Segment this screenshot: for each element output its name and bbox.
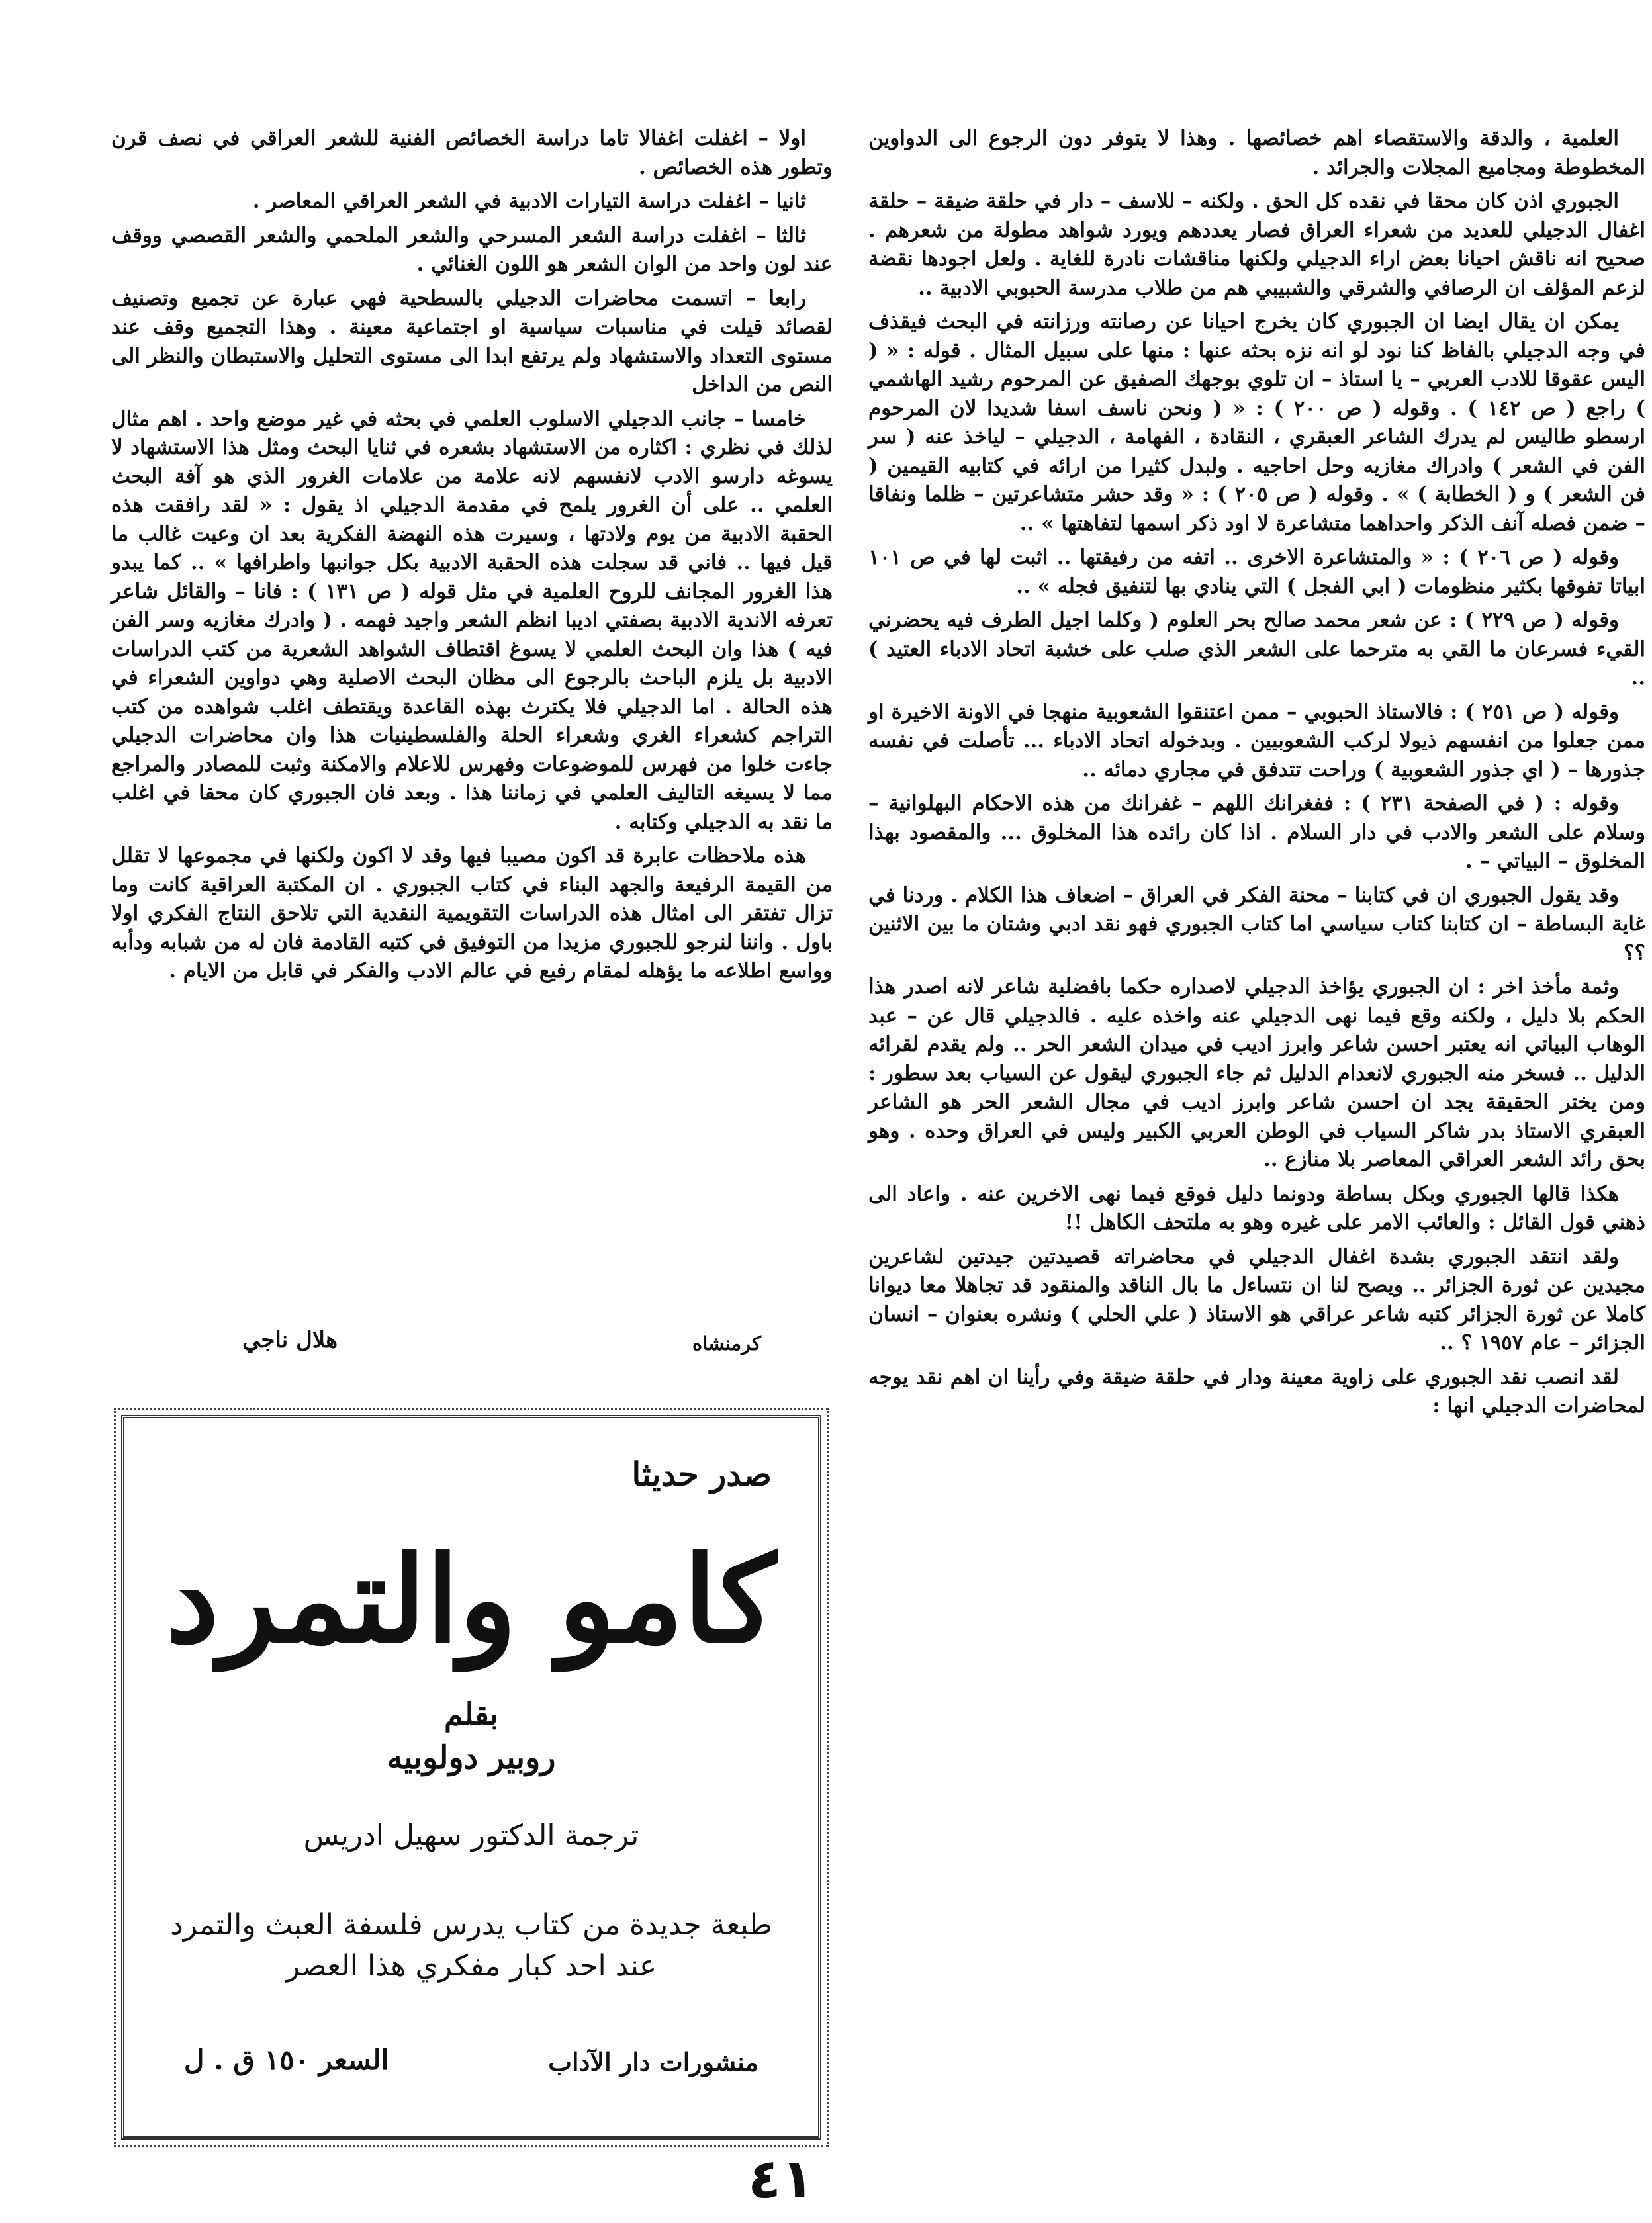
book-advertisement [121,1415,821,2140]
ad-book-author: روبير دولوبيه [387,1739,556,1776]
ad-publisher: منشورات دار الآداب [548,2047,758,2077]
page-number: ٤١ [747,2148,815,2210]
article-paragraph: وقد يقول الجبوري ان في كتابنا – محنة الفكر في العراق – اضعاف هذا الكلام . وردنا في غاية البساطة – ان كتابنا كتاب سياسي اما كتاب الجبوري فهو نقد ادبي وشتان ما بين الاثنين ؟؟ [868,883,1645,965]
article-paragraph: رابعا – اتسمت محاضرات الدجيلي بالسطحية فهي عبارة عن تجميع وتصنيف لقصائد قيلت في مناسبات سياسية او اجتماعية معينة . وهذا التجميع وقف عند مستوى التعداد والاستشهاد ولم يرتفع ابدا الى مستوى التحليل والاستبطان والنظر الى النص من الداخل [111,286,833,396]
article-paragraph: وثمة مأخذ اخر : ان الجبوري يؤاخذ الدجيلي لاصداره حكما بافضلية شاعر لانه اصدر هذا الحكم بلا دليل ، ولكنه وقع فيما نهى الدجيلي عنه واخذه عليه . فالدجيلي قال عن – عبد الوهاب البياتي انه يعتبر احسن شاعر وابرز اديب في ميدان الشعر الحر .. ولم يقدم لقرائه الدليل .. فسخر منه الجبوري لانعدام الدليل ثم جاء الجبوري ليقول عن السياب بعد سطور : ومن يختر الحقيقة يجد ان احسن شاعر وابرز اديب في مجال الشعر الحر هو الشاعر العبقري الاستاذ بدر شاكر السياب في الوطن العربي الكبير وليس في العراق وحده . وهو بحق رائد الشعر العراقي المعاصر بلا منازع .. [868,975,1645,1171]
right-article-column [868,124,1645,1426]
article-paragraph: وقوله ( ص ٢٥١ ) : فالاستاذ الحبوبي – ممن اعتنقوا الشعوبية منهجا في الاونة الاخيرة او ممن جعلوا من انفسهم ذيولا لركب الشعوبيين . وبدخوله اتحاد الادباء ... تأصلت في نفسه جذورها – ( اي جذور الشعوبية ) وراحت تتدفق في مجاري دمائه .. [868,700,1645,782]
article-signature [113,1327,841,1367]
author-city: كرمنشاه [692,1332,761,1355]
left-article-column [111,124,833,991]
article-paragraph: هكذا قالها الجبوري وبكل بساطة ودونما دليل فوقع فيما نهى الاخرين عنه . واعاد الى ذهني قول القائل : والعائب الامر على غيره وهو به ملتحف الكاهل !! [868,1181,1645,1234]
article-paragraph: العلمية ، والدقة والاستقصاء اهم خصائصها . وهذا لا يتوفر دون الرجوع الى الدواوين المخطوطة ومجاميع المجلات والجرائد . [868,126,1645,179]
article-paragraph: يمكن ان يقال ايضا ان الجبوري كان يخرج احيانا عن رصانته ورزانته في البحث فيقذف في وجه الدجيلي بالفاظ كنا نود لو انه نزه بحثه عنها : منها على سبيل المثال . قوله : « ( اليس عقوقا للادب العربي – يا استاذ – ان تلوي بوجهك الصفيق عن المرحوم رشيد الهاشمي ) راجع ( ص ١٤٢ ) . وقوله ( ص ٢٠٠ ) : « ( ونحن ناسف اسفا شديدا لان المرحوم ارسطو طاليس لم يدرك الشاعر العبقري ، النقادة ، الفهامة ، الدجيلي – لياخذ عنه ( سر الفن في الشعر ) وادراك مغازيه وحل احاجيه . ولبدل كثيرا من ارائه في كتابيه القيمين ( فن الشعر ) و ( الخطابة ) » . وقوله ( ص ٢٠٥ ) : « وقد حشر متشاعرتين – ظلما ونفاقا – ضمن فصله آنف الذكر واحداهما متشاعرة لا اود ذكر اسمها لتفاهتها » .. [868,310,1646,535]
article-paragraph: وقوله : ( في الصفحة ٢٣١ ) : ففغرانك اللهم – غفرانك من هذه الاحكام البهلوانية – وسلام على الشعر والادب في دار السلام . اذا كان رائده هذا المخلوق ... والمقصود بهذا المخلوق – البياتي – . [868,792,1645,873]
ad-book-title: كامو والتمرد [165,1530,777,1670]
ad-by-label: بقلم [444,1696,498,1732]
article-paragraph: الجبوري اذن كان محقا في نقده كل الحق . ولكنه – للاسف – دار في حلقة ضيقة – حلقة اغفال الدجيلي للعديد من شعراء العراق فصار يعددهم ويورد شواهد مطولة من شعرهم . صحيح انه ناقش احيانا بعض اراء الدجيلي ولكنها مناقشات نادرة للغاية . ولعل اجودها نقضة لزعم المؤلف ان الرصافي والشرقي والشبيبي هم من طلاب مدرسة الحبوبي الادبية .. [868,189,1645,300]
article-paragraph: وقوله ( ص ٢٢٩ ) : عن شعر محمد صالح بحر العلوم ( وكلما اجيل الطرف فيه يحضرني القيء فسرعان ما القي به مترحما على الشعر الذي صلب على خشبة اتحاد الادباء العتيد ) .. [868,608,1645,690]
ad-description: طبعة جديدة من كتاب يدرس فلسفة العبث والتمرد عند احد كبار مفكري هذا العصر [170,1908,772,1983]
article-paragraph: لقد انصب نقد الجبوري على زاوية معينة ودار في حلقة ضيقة وفي رأينا ان اهم نقد يوجه لمحاضرات الدجيلي انها : [868,1365,1645,1418]
ad-translator: ترجمة الدكتور سهيل ادريس [303,1819,639,1852]
article-paragraph: وقوله ( ص ٢٠٦ ) : « والمتشاعرة الاخرى .. اتفه من رفيقتها .. اثبت لها في ص ١٠١ ابياتا تفوقها بكثير منظومات ( ابي الفجل ) التي ينادي بها لتنفيق فجله » .. [868,545,1645,598]
ad-released-label: صدر حديثا [631,1455,772,1494]
article-paragraph: خامسا – جانب الدجيلي الاسلوب العلمي في بحثه في غير موضع واحد . اهم مثال لذلك في نظري : اكثاره من الاستشهاد بشعره في ثنايا البحث ومثل هذا الاستشهاد لا يسوغه دارسو الادب لانفسهم لانه علامة من علامات الغرور الذي هو آفة البحث العلمي .. على أن الغرور يلمح في مقدمة الدجيلي اذ يقول : « لقد رافقت هذه الحقبة الادبية من يوم ولادتها ، وسيرت هذه النهضة الفكرية بعد ان وعيت غالب ما قيل فيها .. فاني قد سجلت هذه الحقبة الادبية بكل جوانبها واطرافها » .. كما يبدو هذا الغرور المجانف للروح العلمية في مثل قوله ( ص ١٣١ ) : فانا – والقائل شاعر تعرفه الاندية الادبية بصفتي اديبا انظم الشعر واجيد فهمه . ( وادرك مغازيه وسر الفن فيه ) هذا وان البحث العلمي لا يسوغ اقتطاف الشواهد الشعرية من كتب الدراسات الادبية بل يلزم الباحث بالرجوع الى مظان البحث الاصلية وهي دواوين الشعراء في هذه الحالة . اما الدجيلي فلا يكترث بهذه القاعدة ويقتطف اغلب شواهده من كتب التراجم كشعراء الغري وشعراء الحلة والفلسطينيات هذا وان محاضرات الدجيلي جاءت خلوا من فهرس للموضوعات وفهرس للاعلام والامكنة وثبت للمصادر والمراجع مما لا يسيغه التاليف العلمي في زماننا هذا . وبعد فان الجبوري كان محقا في اغلب ما نقد به الدجيلي وكتابه . [111,406,833,834]
ad-price: السعر ١٥٠ ق . ل [184,2044,389,2076]
article-paragraph: ولقد انتقد الجبوري بشدة اغفال الدجيلي في محاضراته قصيدتين جيدتين لشاعرين مجيدين عن ثورة الجزائر .. ويصح لنا ان نتساءل ما بال الناقد والمنقود قد تجاهلا معا ديوانا كاملا عن ثورة الجزائر كتبه شاعر عراقي هو الاستاذ ( علي الحلي ) ونشره بعنوان – انسان الجزائر – عام ١٩٥٧ ؟ .. [868,1244,1645,1355]
author-name: هلال ناجي [242,1327,338,1353]
article-paragraph: ثانيا – اغفلت دراسة التيارات الادبية في الشعر العراقي المعاصر . [252,189,806,213]
article-paragraph: ثالثا – اغفلت دراسة الشعر المسرحي والشعر الملحمي والشعر القصصي ووقف عند لون واحد من الوان الشعر هو اللون الغنائي . [111,223,833,276]
article-paragraph: هذه ملاحظات عابرة قد اكون مصيبا فيها وقد لا اكون ولكنها في مجموعها لا تقلل من القيمة الرفيعة والجهد البناء في كتاب الجبوري . ان المكتبة العراقية كانت وما تزال تفتقر الى امثال هذه الدراسات التقويمية النقدية التي تلاحق النتاج الفكري اولا باول . واننا لنرجو للجبوري مزيدا من التوفيق في كتبه القادمة فان له من شبابه ودأبه وواسع اطلاعه ما يؤهله لمقام رفيع في عالم الادب والفكر في قابل من الايام . [111,844,833,983]
article-paragraph: اولا – اغفلت اغفالا تاما دراسة الخصائص الفنية للشعر العراقي في نصف قرن وتطور هذه الخصائص . [111,126,833,179]
